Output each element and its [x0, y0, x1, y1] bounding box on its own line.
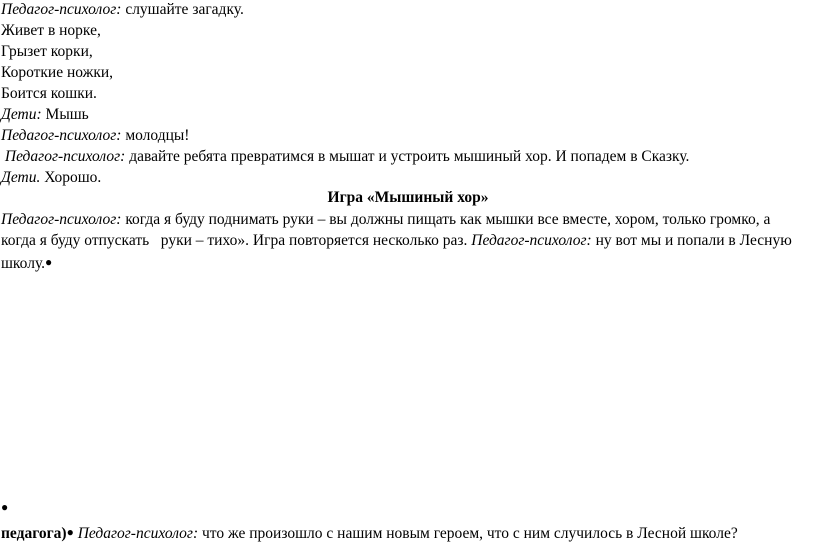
line-text: когда я буду поднимать руки – вы должны пищать как мышки все вместе, хором, только громко, а — [121, 211, 771, 228]
game-paragraph-line — [1, 210, 770, 230]
riddle-line — [1, 84, 97, 104]
game-title: Игра «Мышиный хор» — [327, 189, 489, 206]
riddle-line — [1, 21, 101, 41]
speaker-label: Педагог-психолог: — [1, 211, 122, 228]
dialogue-line — [1, 168, 101, 188]
footer-line — [1, 522, 738, 544]
riddle-line — [1, 63, 113, 83]
line-text: что же произошло с нашим новым героем, что с ним случилось в Лесной школе? — [198, 525, 738, 542]
speaker-label: Дети: — [1, 106, 42, 123]
game-paragraph-line — [1, 252, 52, 274]
line-text: Мышь — [41, 106, 89, 123]
speaker-label: Педагог-психолог: — [1, 1, 122, 18]
line-text: Живет в норке, — [1, 22, 101, 39]
line-text: Грызет корки, — [1, 43, 93, 60]
dialogue-line — [1, 105, 89, 125]
line-text: давайте ребята превратимся в мышат и устроить мышиный хор. И попадем в Сказку. — [125, 148, 690, 165]
line-text: школу. — [1, 255, 46, 272]
speaker-label: Педагог-психолог: — [1, 148, 126, 165]
speaker-label: Педагог-психолог: — [471, 232, 592, 249]
bullet-line — [1, 497, 8, 519]
line-text: Боится кошки. — [1, 85, 97, 102]
bold-fragment: педагога) — [1, 525, 67, 542]
bullet-icon: ● — [1, 500, 9, 514]
dialogue-line — [1, 147, 689, 167]
dialogue-line — [1, 0, 244, 20]
game-paragraph-line — [1, 231, 792, 251]
speaker-label: Дети. — [1, 169, 41, 186]
speaker-label: Педагог-психолог: — [77, 525, 199, 542]
bullet-icon: ● — [66, 525, 74, 539]
bullet-icon: ● — [45, 255, 53, 269]
dialogue-line — [1, 126, 189, 146]
riddle-line — [1, 42, 93, 62]
line-text: слушайте загадку. — [121, 1, 244, 18]
speaker-label: Педагог-психолог: — [1, 127, 122, 144]
line-text: молодцы! — [121, 127, 190, 144]
line-text: Короткие ножки, — [1, 64, 114, 81]
line-text: Хорошо. — [40, 169, 102, 186]
line-text: когда я буду отпускать руки – тихо». Игра повторяется несколько раз. — [1, 232, 472, 249]
line-text: ну вот мы и попали в Лесную — [591, 232, 792, 249]
